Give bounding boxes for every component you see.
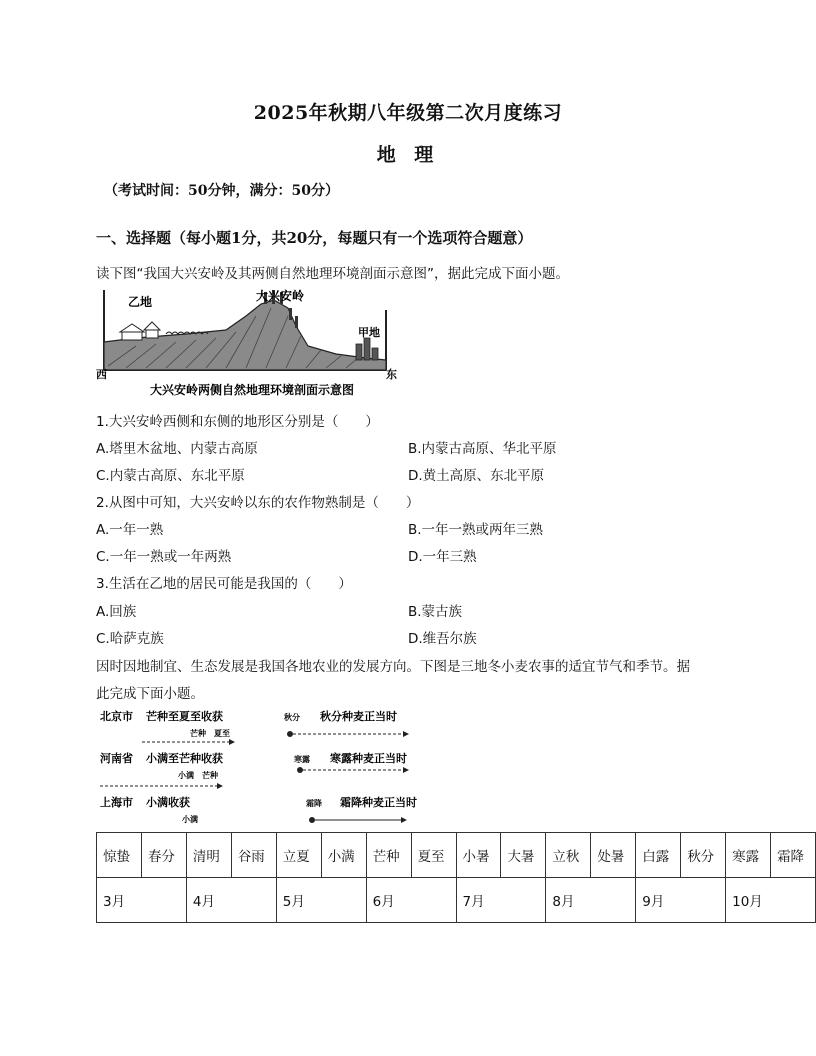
question-1-stem: 1.大兴安岭西侧和东侧的地形区分别是（ ）: [96, 414, 379, 430]
q1-option-d[interactable]: D.黄土高原、东北平原: [408, 468, 545, 484]
intro-paragraph-2-line-2: 此完成下面小题。: [96, 686, 204, 702]
exam-info: （考试时间：50分钟，满分：50分）: [104, 183, 339, 199]
table-cell: 谷雨: [231, 833, 276, 878]
section-heading: 一、选择题（每小题1分，共20分，每题只有一个选项符合题意）: [96, 229, 533, 247]
table-cell: 6月: [366, 878, 456, 923]
q2-option-b[interactable]: B.一年一熟或两年三熟: [408, 522, 544, 538]
svg-text:小满: 小满: [182, 815, 198, 824]
svg-text:夏至: 夏至: [214, 729, 230, 738]
table-cell: 小满: [321, 833, 366, 878]
intro-paragraph-2-line-1: 因时因地制宜、生态发展是我国各地农业的发展方向。下图是三地冬小麦农事的适宜节气和季节。据: [96, 659, 690, 675]
label-henan: 河南省: [100, 752, 133, 765]
label-henan-harvest: 小满至芒种收获: [146, 752, 223, 765]
q1-option-b[interactable]: B.内蒙古高原、华北平原: [408, 441, 557, 457]
label-hanlu: 寒露: [294, 755, 310, 764]
table-cell: 夏至: [411, 833, 456, 878]
label-east: 东: [386, 368, 397, 381]
table-cell: 立秋: [546, 833, 591, 878]
label-qiufen: 秋分: [284, 713, 300, 722]
wheat-farming-figure: [98, 706, 420, 830]
label-shanghai: 上海市: [100, 796, 133, 809]
q2-option-a[interactable]: A.一年一熟: [96, 522, 164, 538]
label-shanghai-harvest: 小满收获: [146, 796, 190, 809]
label-shuangjiang-sowing: 霜降种麦正当时: [340, 796, 417, 809]
table-cell: 9月: [636, 878, 726, 923]
q3-option-d[interactable]: D.维吾尔族: [408, 631, 477, 647]
label-jia: 甲地: [358, 326, 380, 339]
subject-title: 地 理: [376, 144, 440, 166]
table-cell: 大暑: [501, 833, 546, 878]
label-yi: 乙地: [128, 295, 153, 309]
yurt-icon: [120, 322, 160, 340]
intro-paragraph-1: 读下图“我国大兴安岭及其两侧自然地理环境剖面示意图”，据此完成下面小题。: [96, 266, 569, 282]
exam-title: 2025年秋期八年级第二次月度练习: [253, 102, 563, 124]
table-cell: 寒露: [726, 833, 771, 878]
table-row-months: [97, 878, 816, 923]
table-cell: 芒种: [366, 833, 411, 878]
profile-figure: [96, 286, 402, 402]
table-cell: 处暑: [591, 833, 636, 878]
q1-option-c[interactable]: C.内蒙古高原、东北平原: [96, 468, 245, 484]
table-cell: 惊蛰: [97, 833, 142, 878]
table-row-terms: [97, 833, 816, 878]
question-3-stem: 3.生活在乙地的居民可能是我国的（ ）: [96, 576, 352, 592]
table-cell: 5月: [276, 878, 366, 923]
solar-terms-table: [96, 832, 816, 923]
svg-text:芒种: 芒种: [202, 771, 218, 780]
table-cell: 4月: [186, 878, 276, 923]
label-shuangjiang: 霜降: [306, 799, 322, 808]
q1-option-a[interactable]: A.塔里木盆地、内蒙古高原: [96, 441, 258, 457]
figure-caption: 大兴安岭两侧自然地理环境剖面示意图: [150, 383, 355, 397]
table-cell: 霜降: [771, 833, 816, 878]
table-cell: 8月: [546, 878, 636, 923]
svg-text:芒种: 芒种: [190, 729, 206, 738]
table-cell: 10月: [726, 878, 816, 923]
table-cell: 清明: [186, 833, 231, 878]
label-daxinganling: 大兴安岭: [256, 289, 305, 303]
table-cell: 7月: [456, 878, 546, 923]
city-buildings-icon: [356, 338, 378, 360]
q2-option-d[interactable]: D.一年三熟: [408, 549, 477, 565]
q2-option-c[interactable]: C.一年一熟或一年两熟: [96, 549, 232, 565]
label-hanlu-sowing: 寒露种麦正当时: [330, 752, 407, 765]
q3-option-b[interactable]: B.蒙古族: [408, 604, 463, 620]
q3-option-a[interactable]: A.回族: [96, 604, 137, 620]
question-2-stem: 2.从图中可知，大兴安岭以东的农作物熟制是（ ）: [96, 495, 420, 511]
q3-option-c[interactable]: C.哈萨克族: [96, 631, 164, 647]
table-cell: 小暑: [456, 833, 501, 878]
table-cell: 秋分: [681, 833, 726, 878]
table-cell: 春分: [141, 833, 186, 878]
table-cell: 立夏: [276, 833, 321, 878]
label-west: 西: [96, 368, 107, 381]
svg-text:小满: 小满: [178, 771, 194, 780]
label-beijing: 北京市: [100, 710, 133, 723]
table-cell: 白露: [636, 833, 681, 878]
table-cell: 3月: [97, 878, 187, 923]
label-qiufen-sowing: 秋分种麦正当时: [320, 710, 397, 723]
label-beijing-harvest: 芒种至夏至收获: [146, 710, 223, 723]
